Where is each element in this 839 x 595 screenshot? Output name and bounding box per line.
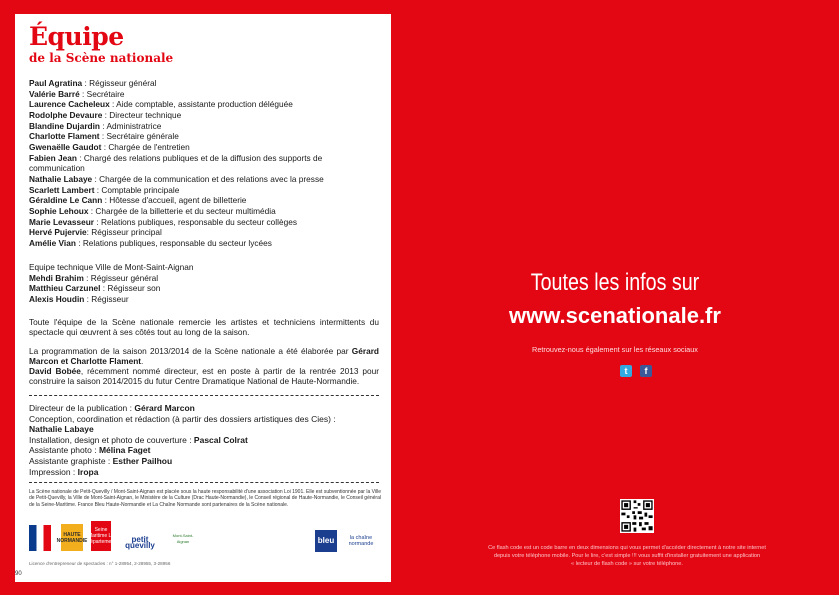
tech-row: Mehdi Brahim : Régisseur général [29,272,159,283]
staff-row: Scarlett Lambert : Comptable principale [29,184,180,195]
staff-role: Aide comptable, assistante production déléguée [116,99,293,110]
tech-name: Matthieu Carzunel [29,283,101,294]
region-logo: HAUTE NORMANDIE [61,524,83,551]
staff-row: Sophie Lehoux : Chargée de la billetterie et du secteur multimédia [29,205,276,216]
twitter-icon[interactable]: t [620,365,632,377]
director-paragraph: David Bobée, récemment nommé directeur, est en poste à partir de la rentrée 2013 pour construire la saison 2014/2015 du futur Centre Dramatique National de Haute-Normandie. [29,366,379,387]
staff-name: Charlotte Flament [29,131,100,142]
staff-name: Hervé Pujervie [29,227,87,238]
website-link[interactable]: www.scenationale.fr [509,303,721,328]
fine-print: La Scène nationale de Petit-Quevilly / Mont-Saint-Aignan est placée sous la haute responsabilité d'une association Loi 1901. Elle est subventionnée par la Ville de Petit-Quevilly, la Ville de Mont-Saint-Aignan, le Ministère de la Culture (Drac Haute-Normandie), le Conseil régional de Haute-Normandie, le Conseil général de la Seine-Maritime. France Bleu Haute-Normandie et La Chaîne Normande sont partenaires de la Scène nationale. [29,489,381,508]
staff-row: Fabien Jean : Chargé des relations publiques et de la diffusion des supports de communication [29,152,323,174]
staff-role: Directeur technique [109,109,182,120]
staff-role: Hôtesse d'accueil, agent de billetterie [109,195,247,206]
staff-role: Régisseur général [89,78,157,88]
staff-name: Rodolphe Devaure [29,109,103,120]
staff-name: Géraldine Le Cann [29,195,103,206]
staff-name: Amélie Vian [29,237,76,248]
license-text: Licence d'entrepreneur de spectacles : n° 1-28954, 2-28955, 3-28956 [29,561,171,566]
staff-role: Chargée de l'entretien [108,141,190,152]
chaine-normande-logo: la chaîne normande [348,535,374,547]
staff-name: Valérie Barré [29,88,80,99]
staff-row: Valérie Barré : Secrétaire [29,88,125,99]
staff-row: Marie Levasseur : Relations publiques, responsable du secteur collèges [29,216,297,227]
staff-name: Sophie Lehoux [29,205,89,216]
tech-role: Régisseur général [90,272,159,283]
page-number: 90 [15,571,22,577]
seine-maritime-logo: Seine Maritime Le Département [91,521,111,551]
staff-role: Secrétaire [86,88,125,99]
staff-role: Régisseur principal [91,227,162,238]
left-page [15,14,391,582]
staff-role: Secrétaire générale [106,131,179,142]
tech-role: Régisseur son [107,283,161,294]
dashed-divider [29,482,379,483]
credit-photo: Assistante photo : Mélina Faget [29,445,151,456]
staff-row: Laurence Cacheleux : Aide comptable, assistante production déléguée [29,99,293,110]
staff-role: Relations publiques, responsable du secteur collèges [100,216,297,227]
staff-row: Blandine Dujardin : Administratrice [29,120,162,131]
tech-name: Alexis Houdin [29,293,85,304]
tech-team-heading: Equipe technique Ville de Mont-Saint-Aignan [29,262,194,272]
credits [29,403,379,477]
staff-role: Comptable principale [101,184,180,195]
france-bleu-logo: bleu [315,530,337,552]
social-text: Retrouvez-nous également sur les réseaux sociaux [532,345,698,354]
facebook-icon[interactable]: f [640,365,652,377]
programming-paragraph: La programmation de la saison 2013/2014 de la Scène nationale a été élaborée par Gérard Marcon et Charlotte Flament. [29,346,379,367]
staff-row: Nathalie Labaye : Chargée de la communication et des relations avec la presse [29,173,324,184]
tech-name: Mehdi Brahim [29,272,84,283]
staff-row: Amélie Vian : Relations publiques, responsable du secteur lycées [29,237,272,248]
tech-team [29,262,379,305]
mont-saint-aignan-logo: Mont-Saint-Aignan [172,533,194,544]
staff-name: Scarlett Lambert [29,184,95,195]
thanks-paragraph: Toute l'équipe de la Scène nationale remercie les artistes et techniciens intermittents du spectacle qui œuvrent à ses côtés tout au long de la saison. [29,317,379,338]
staff-role: Chargée de la billetterie et du secteur multimédia [95,205,276,216]
credit-print: Impression : Iropa [29,466,99,477]
tech-row: Matthieu Carzunel : Régisseur son [29,283,161,294]
staff-list [29,78,379,249]
credit-concept-label: Conception, coordination et rédaction (à partir des dossiers artistiques des Cies) : [29,413,336,424]
staff-row: Rodolphe Devaure : Directeur technique [29,109,182,120]
staff-role: Relations publiques, responsable du secteur lycées [82,237,272,248]
staff-role: Chargé des relations publiques et de la diffusion des supports de communication [29,152,323,174]
staff-name: Nathalie Labaye [29,173,93,184]
staff-row: Gwenaëlle Gaudot : Chargée de l'entretien [29,141,190,152]
qr-code-icon [620,499,654,533]
staff-name: Gwenaëlle Gaudot [29,141,102,152]
staff-row: Paul Agratina : Régisseur général [29,78,157,88]
staff-name: Blandine Dujardin [29,120,100,131]
staff-name: Paul Agratina [29,78,83,88]
qr-explanation: Ce flash code est un code barre en deux dimensions qui vous permet d'accéder directement à notre site internet depuis votre téléphone mobile. Pour le lire, c'est simple !!! vous suffit d'installer gratuitement une application « lecteur de flash code » sur votre téléphone. [488,545,766,568]
credit-graphic: Assistante graphiste : Esther Pailhou [29,455,173,466]
staff-row: Hervé Pujervie: Régisseur principal [29,227,162,238]
credit-design: Installation, design et photo de couverture : Pascal Colrat [29,434,248,445]
staff-row: Charlotte Flament : Secrétaire générale [29,131,179,142]
credit-concept-name: Nathalie Labaye [29,424,94,435]
page-title: Équipe [29,22,124,51]
staff-name: Marie Levasseur [29,216,95,227]
staff-name: Fabien Jean [29,152,77,163]
staff-role: Administratrice [106,120,162,131]
tech-row: Alexis Houdin : Régisseur [29,293,129,304]
info-headline: Toutes les infos sur [530,269,700,296]
tech-role: Régisseur [91,293,129,304]
page-subtitle: de la Scène nationale [29,51,174,65]
staff-role: Chargée de la communication et des relations avec la presse [99,173,324,184]
ministere-culture-logo [29,525,51,551]
dashed-divider [29,395,379,396]
staff-name: Laurence Cacheleux [29,99,110,110]
credit-publication: Directeur de la publication : Gérard Marcon [29,403,195,413]
qr-code[interactable] [620,499,654,533]
staff-row: Géraldine Le Cann : Hôtesse d'accueil, agent de billetterie [29,195,247,206]
right-page [391,0,839,595]
petit-quevilly-logo: petit quevilly [125,535,155,550]
